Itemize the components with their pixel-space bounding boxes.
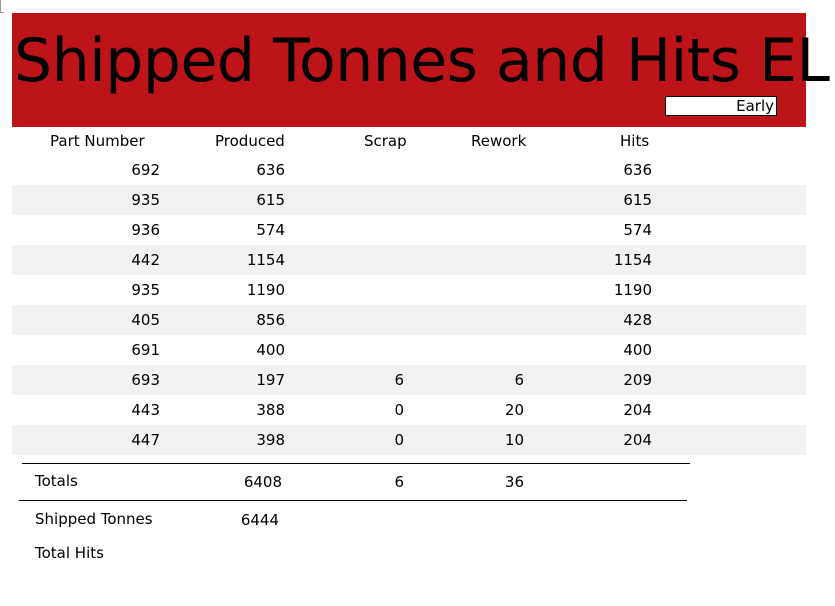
header-scrap: Scrap	[364, 132, 407, 150]
cell-part-number[interactable]: 447	[131, 431, 160, 449]
cell-rework[interactable]: 20	[504, 401, 524, 419]
cell-scrap[interactable]: 0	[394, 431, 404, 449]
cell-part-number[interactable]: 692	[131, 161, 160, 179]
totals-produced[interactable]: 6408	[243, 473, 282, 491]
sheet-corner	[0, 0, 4, 13]
cell-produced[interactable]: 636	[256, 161, 285, 179]
shift-field[interactable]: Early	[665, 96, 777, 116]
header-part-number: Part Number	[50, 132, 145, 150]
table-row	[12, 335, 806, 365]
cell-hits[interactable]: 204	[623, 431, 652, 449]
cell-hits[interactable]: 615	[623, 191, 652, 209]
cell-hits[interactable]: 574	[623, 221, 652, 239]
header-produced: Produced	[215, 132, 285, 150]
cell-produced[interactable]: 1154	[246, 251, 285, 269]
cell-part-number[interactable]: 693	[131, 371, 160, 389]
table-row	[12, 185, 806, 215]
cell-produced[interactable]: 615	[256, 191, 285, 209]
cell-rework[interactable]: 6	[514, 371, 524, 389]
shipped-tonnes-label: Shipped Tonnes	[35, 510, 153, 528]
table-row	[12, 275, 806, 305]
cell-part-number[interactable]: 405	[131, 311, 160, 329]
cell-produced[interactable]: 1190	[246, 281, 285, 299]
cell-scrap[interactable]: 6	[394, 371, 404, 389]
shipped-tonnes-value[interactable]: 6444	[240, 511, 279, 529]
total-hits-label: Total Hits	[35, 544, 104, 562]
cell-hits[interactable]: 1154	[613, 251, 652, 269]
table-row	[12, 245, 806, 275]
cell-hits[interactable]: 209	[623, 371, 652, 389]
table-row	[12, 155, 806, 185]
totals-rework[interactable]: 36	[504, 473, 524, 491]
cell-hits[interactable]: 428	[623, 311, 652, 329]
totals-label: Totals	[35, 472, 78, 490]
cell-part-number[interactable]: 935	[131, 281, 160, 299]
cell-produced[interactable]: 856	[256, 311, 285, 329]
cell-hits[interactable]: 1190	[613, 281, 652, 299]
table-row	[12, 425, 806, 455]
cell-hits[interactable]: 400	[623, 341, 652, 359]
data-table	[12, 155, 806, 455]
totals-top-border	[22, 463, 690, 464]
header-hits: Hits	[620, 132, 650, 150]
header-rework: Rework	[471, 132, 527, 150]
table-row	[12, 215, 806, 245]
page-title: Shipped Tonnes and Hits EL	[14, 26, 830, 96]
totals-scrap[interactable]: 6	[394, 473, 404, 491]
cell-produced[interactable]: 400	[256, 341, 285, 359]
cell-part-number[interactable]: 936	[131, 221, 160, 239]
cell-produced[interactable]: 574	[256, 221, 285, 239]
cell-produced[interactable]: 197	[256, 371, 285, 389]
cell-part-number[interactable]: 935	[131, 191, 160, 209]
cell-rework[interactable]: 10	[504, 431, 524, 449]
cell-part-number[interactable]: 691	[131, 341, 160, 359]
cell-hits[interactable]: 204	[623, 401, 652, 419]
cell-produced[interactable]: 398	[256, 431, 285, 449]
cell-hits[interactable]: 636	[623, 161, 652, 179]
table-row	[12, 305, 806, 335]
cell-produced[interactable]: 388	[256, 401, 285, 419]
cell-part-number[interactable]: 442	[131, 251, 160, 269]
table-row	[12, 395, 806, 425]
cell-scrap[interactable]: 0	[394, 401, 404, 419]
table-row	[12, 365, 806, 395]
totals-bottom-border	[19, 500, 687, 501]
cell-part-number[interactable]: 443	[131, 401, 160, 419]
